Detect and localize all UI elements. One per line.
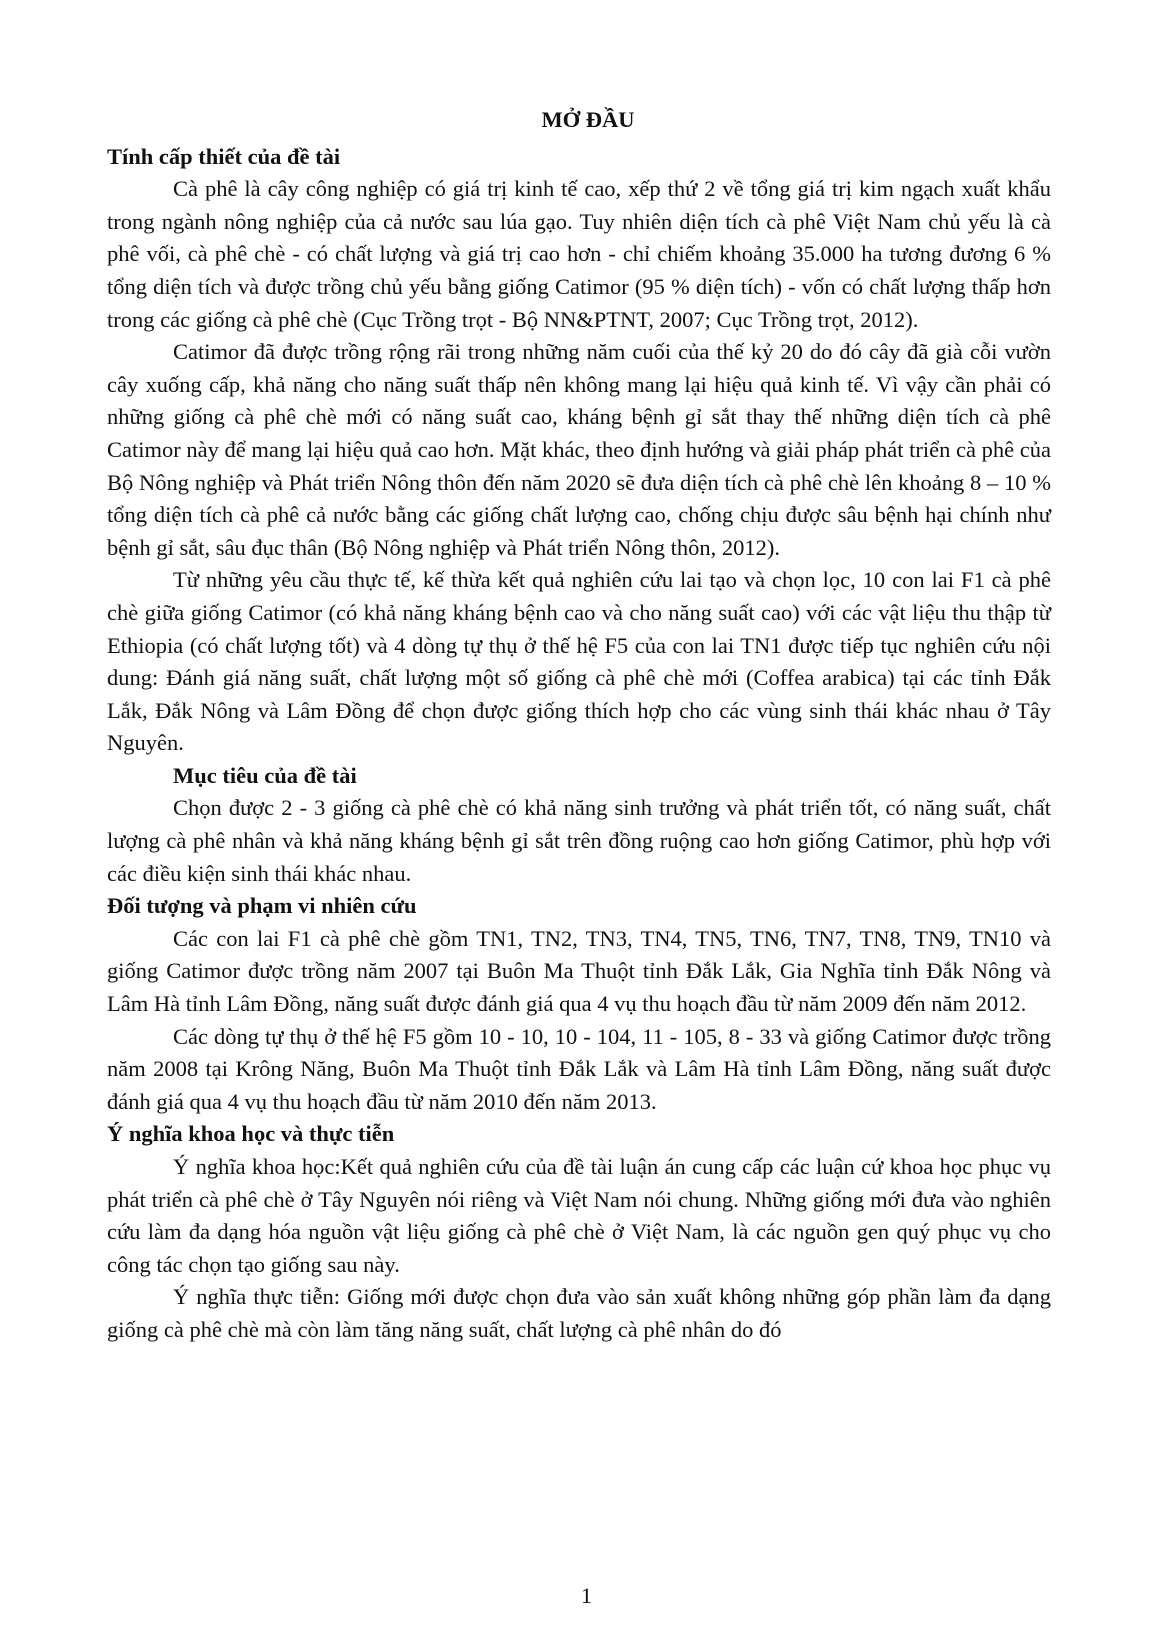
paragraph: Các dòng tự thụ ở thế hệ F5 gồm 10 - 10, 10 - 104, 11 - 105, 8 - 33 và giống Catimor được trồng năm 2008 tại Krông Năng, Buôn Ma Thuột tỉnh Đắk Lắk và Lâm Hà tỉnh Lâm Đồng, năng suất được đánh giá qua 4 vụ thu hoạch đầu từ năm 2010 đến năm 2013. — [107, 1023, 1051, 1114]
paragraph: Ý nghĩa thực tiễn: Giống mới được chọn đưa vào sản xuất không những góp phần làm đa dạng giống cà phê chè mà còn làm tăng năng suất, chất lượng cà phê nhân do đó — [107, 1284, 1051, 1342]
document-title: MỞ ĐẦU — [541, 107, 635, 132]
paragraph: Chọn được 2 - 3 giống cà phê chè có khả năng sinh trưởng và phát triển tốt, có năng suất, chất lượng cà phê nhân và khả năng kháng bệnh gỉ sắt trên đồng ruộng cao hơn giống Catimor, phù hợp với các điều kiện sinh thái khác nhau. — [107, 795, 1051, 886]
section-heading: Mục tiêu của đề tài — [173, 762, 357, 788]
paragraph: Từ những yêu cầu thực tế, kế thừa kết quả nghiên cứu lai tạo và chọn lọc, 10 con lai F1 cà phê chè giữa giống Catimor (có khả năng kháng bệnh cao và cho năng suất cao) với các vật liệu thu thập từ Ethiopia (có chất lượng tốt) và 4 dòng tự thụ ở thế hệ F5 của con lai TN1 được tiếp tục nghiên cứu nội dung: Đánh giá năng suất, chất lượng một số giống cà phê chè mới (Coffea arabica) tại các tỉnh Đắk Lắk, Đắk Nông và Lâm Đồng để chọn được giống thích hợp cho các vùng sinh thái khác nhau ở Tây Nguyên. — [107, 567, 1051, 756]
section-scope — [107, 890, 1051, 1118]
section-heading: Đối tượng và phạm vi nhiên cứu — [107, 893, 417, 919]
paragraph: Catimor đã được trồng rộng rãi trong những năm cuối của thế kỷ 20 do đó cây đã già cỗi vườn cây xuống cấp, khả năng cho năng suất thấp nên không mang lại hiệu quả kinh tế. Vì vậy cần phải có những giống cà phê chè mới có năng suất cao, kháng bệnh gỉ sắt thay thế những diện tích cà phê Catimor này để mang lại hiệu quả cao hơn. Mặt khác, theo định hướng và giải pháp phát triển cà phê của Bộ Nông nghiệp và Phát triển Nông thôn đến năm 2020 sẽ đưa diện tích cà phê chè lên khoảng 8 – 10 % tổng diện tích cà phê cả nước bằng các giống chất lượng cao, chống chịu được sâu bệnh hại chính như bệnh gỉ sắt, sâu đục thân (Bộ Nông nghiệp và Phát triển Nông thôn, 2012). — [107, 339, 1051, 560]
paragraph: Các con lai F1 cà phê chè gồm TN1, TN2, TN3, TN4, TN5, TN6, TN7, TN8, TN9, TN10 và giống Catimor được trồng năm 2007 tại Buôn Ma Thuột tỉnh Đắk Lắk, Gia Nghĩa tỉnh Đắk Nông và Lâm Hà tỉnh Lâm Đồng, năng suất được đánh giá qua 4 vụ thu hoạch đầu từ năm 2009 đến năm 2012. — [107, 925, 1051, 1017]
paragraph: Cà phê là cây công nghiệp có giá trị kinh tế cao, xếp thứ 2 về tổng giá trị kim ngạch xuất khẩu trong ngành nông nghiệp của cả nước sau lúa gạo. Tuy nhiên diện tích cà phê Việt Nam chủ yếu là cà phê vối, cà phê chè - có chất lượng và giá trị cao hơn - chỉ chiếm khoảng 35.000 ha tương đương 6 % tổng diện tích và được trồng chủ yếu bằng giống Catimor (95 % diện tích) - vốn có chất lượng thấp hơn trong các giống cà phê chè (Cục Trồng trọt - Bộ NN&PTNT, 2007; Cục Trồng trọt, 2012). — [107, 176, 1051, 332]
section-objectives — [107, 760, 1051, 890]
section-heading: Tính cấp thiết của đề tài — [107, 143, 341, 169]
document-page — [107, 104, 1051, 1347]
paragraph: Ý nghĩa khoa học:Kết quả nghiên cứu của đề tài luận án cung cấp các luận cứ khoa học phục vụ phát triển cà phê chè ở Tây Nguyên nói riêng và Việt Nam nói chung. Những giống mới đưa vào nghiên cứu làm đa dạng hóa nguồn vật liệu giống cà phê chè ở Việt Nam, là các nguồn gen quý phục vụ cho công tác chọn tạo giống sau này. — [107, 1154, 1051, 1277]
page-number: 1 — [580, 1583, 593, 1608]
section-urgency — [107, 141, 1051, 760]
section-heading: Ý nghĩa khoa học và thực tiễn — [107, 1121, 395, 1147]
section-significance — [107, 1118, 1051, 1346]
